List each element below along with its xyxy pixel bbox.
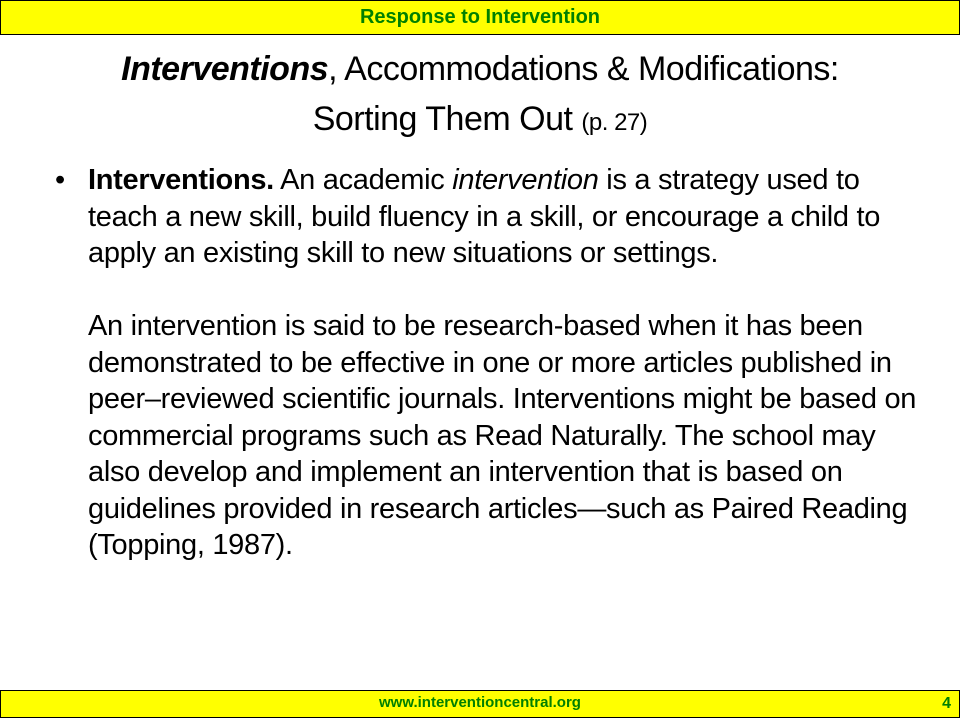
slide-body (55, 162, 918, 564)
paragraph-definition (88, 162, 918, 272)
footer-url[interactable]: www.interventioncentral.org (379, 694, 581, 711)
header-bar (0, 0, 960, 35)
page-number: 4 (942, 695, 951, 712)
header-title: Response to Intervention (359, 6, 601, 28)
definition-term: intervention (452, 164, 599, 196)
slide-title-line2: Sorting Them Out (312, 100, 573, 138)
slide-title-emphasis: Interventions (121, 50, 329, 88)
lead-term: Interventions. (88, 164, 274, 196)
definition-part-a: An academic (273, 164, 453, 196)
slide-title (40, 44, 920, 148)
paragraph-research-based: An intervention is said to be research-based when it has been demonstrated to be effective in one or more articles published in peer–reviewed scientific journals. Interventions might be based on commercial programs such as Read Naturally. The school may also develop and implement an intervention that is based on guidelines provided in research articles—such as Paired Reading (Topping, 1987). (88, 310, 917, 561)
bullet-icon: • (55, 164, 65, 196)
slide-title-page-ref: (p. 27) (581, 109, 648, 136)
footer-bar (0, 690, 960, 718)
slide-title-rest: , Accommodations & Modifications: (328, 50, 839, 88)
definition-part-b: is a strategy used to teach a new skill, build fluency in a skill, or encourage a child to apply an existing skill to new situations or settings. (88, 164, 881, 269)
